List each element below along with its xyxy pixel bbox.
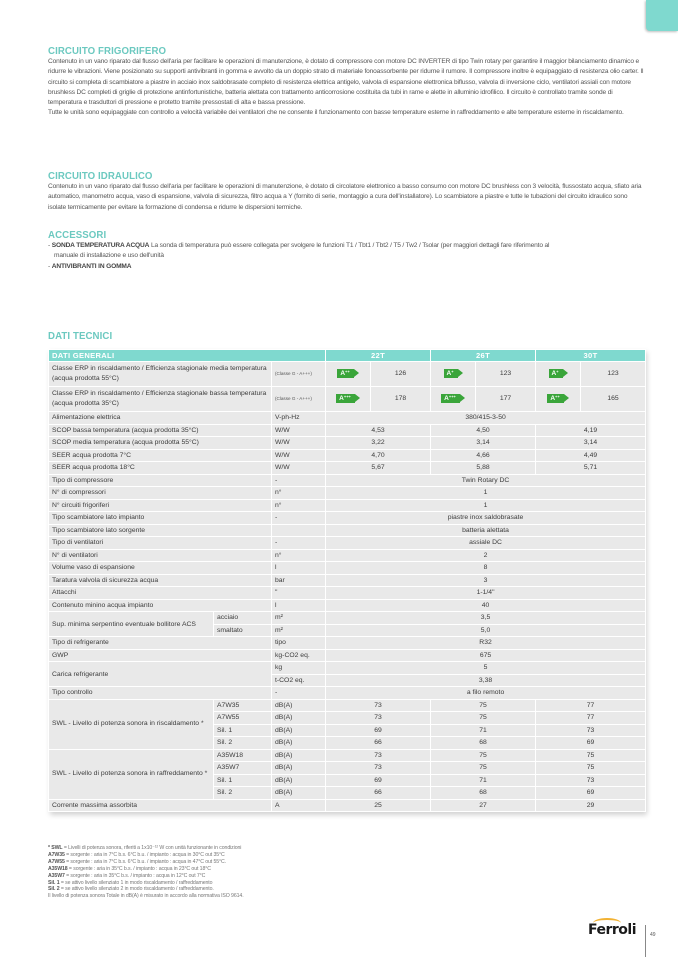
row-unit: - [272, 474, 326, 487]
accessory-name: ANTIVIBRANTI IN GOMMA [51, 262, 132, 270]
row-unit: dB(A) [272, 712, 326, 725]
table-row [49, 412, 646, 425]
accessory-item: - SONDA TEMPERATURA ACQUA La sonda di temperatura può essere collegata per svolgere le funzioni T1 / Tbt1 / Tbt2 / T5 / Tw2 / Tsolar (per maggiori dettagli fare riferimento al [48, 242, 550, 249]
row-value: 3,38 [326, 674, 646, 687]
row-unit: kg-CO2 eq. [272, 649, 326, 662]
energy-class-plus: + [556, 369, 559, 374]
row-value: 77 [536, 699, 646, 712]
row-label: Contenuto minino acqua impianto [49, 599, 272, 612]
row-unit: kg [272, 662, 326, 675]
row-value: 25 [326, 799, 431, 812]
footnote-term: A35W18 [48, 865, 68, 872]
energy-class-badge [549, 369, 563, 378]
row-value: R32 [326, 637, 646, 650]
row-label: Tipo di refrigerante [49, 637, 272, 650]
row-unit: - [272, 687, 326, 700]
row-unit: (Classe G - A+++) [272, 387, 326, 412]
table-row [49, 649, 646, 662]
row-sublabel: Sil. 2 [214, 737, 272, 750]
table-row [49, 499, 646, 512]
energy-class-letter: A [550, 395, 556, 402]
seasonal-efficiency-value: 177 [476, 387, 536, 412]
row-label: GWP [49, 649, 272, 662]
row-value: 4,49 [536, 449, 646, 462]
brand-logo: Ferroli [588, 922, 637, 938]
row-value: 3,22 [326, 437, 431, 450]
row-value: 5,0 [326, 624, 646, 637]
row-label: SCOP media temperatura (acqua prodotta 55°C) [49, 437, 272, 450]
row-value: 4,50 [431, 424, 536, 437]
row-unit: W/W [272, 449, 326, 462]
table-row [49, 449, 646, 462]
footnote-line [48, 866, 244, 873]
row-unit: (Classe G - A+++) [272, 362, 326, 387]
row-value: 4,19 [536, 424, 646, 437]
row-unit: W/W [272, 437, 326, 450]
row-sublabel: A7W35 [214, 699, 272, 712]
seasonal-efficiency-value: 165 [581, 387, 646, 412]
table-row-erp [49, 387, 646, 412]
row-value: 29 [536, 799, 646, 812]
energy-class-letter: A [444, 395, 449, 402]
row-label: Classe ERP in riscaldamento / Efficienza stagionale media temperatura (acqua prodotta 55°C) [49, 362, 272, 387]
table-row [49, 462, 646, 475]
row-sublabel: A35W18 [214, 749, 272, 762]
section-accessori [48, 229, 549, 272]
footnote-line [48, 893, 244, 900]
footnote-term: Sil. 2 [48, 886, 60, 893]
header-model-26t: 26T [431, 350, 536, 362]
row-label: Tipo controllo [49, 687, 272, 700]
row-value: 3,14 [431, 437, 536, 450]
row-value: 69 [326, 724, 431, 737]
energy-class-letter: A [339, 395, 344, 402]
footnote-text: = sorgente : aria in 7°C b.s. 6°C b.u. / impianto : acqua in 30°C out 35°C [64, 851, 225, 858]
table-row-erp [49, 362, 646, 387]
footnote-text: Il livello di potenza sonora Totale in dB(A) è misurato in accordo alla normativa ISO 9614. [48, 893, 244, 900]
row-value: assiale DC [326, 537, 646, 550]
energy-class-badge [337, 369, 353, 378]
section-title: CIRCUITO FRIGORIFERO [48, 45, 167, 57]
section-circuito-frigorifero [48, 45, 646, 119]
row-unit: A [272, 799, 326, 812]
table-row [49, 437, 646, 450]
table-row [49, 612, 646, 625]
row-value: 75 [431, 749, 536, 762]
row-value: 68 [431, 787, 536, 800]
row-value: 380/415-3-50 [326, 412, 646, 425]
row-label: Volume vaso di espansione [49, 562, 272, 575]
row-value: 73 [536, 774, 646, 787]
row-value: 4,66 [431, 449, 536, 462]
row-label: SCOP bassa temperatura (acqua prodotta 35°C) [49, 424, 272, 437]
row-sublabel: Sil. 1 [214, 724, 272, 737]
row-unit: n° [272, 487, 326, 500]
row-sublabel: smaltato [214, 624, 272, 637]
row-unit: l [272, 562, 326, 575]
row-label: Carica refrigerante [49, 662, 272, 687]
seasonal-efficiency-value: 178 [371, 387, 431, 412]
row-sublabel: A7W55 [214, 712, 272, 725]
row-unit: dB(A) [272, 787, 326, 800]
row-unit: dB(A) [272, 737, 326, 750]
row-value: 75 [536, 762, 646, 775]
table-row [49, 799, 646, 812]
footnote-text: = Livelli di potenza sonora, riferiti a 1x10⁻¹² W con unità funzionante in condizioni [62, 845, 242, 851]
energy-class-cell [326, 387, 371, 412]
table-row [49, 524, 646, 537]
row-label: Corrente massima assorbita [49, 799, 272, 812]
row-value: 71 [431, 774, 536, 787]
row-value: 73 [326, 712, 431, 725]
row-value: 75 [536, 749, 646, 762]
row-value: 3,14 [536, 437, 646, 450]
row-unit: t-CO2 eq. [272, 674, 326, 687]
row-unit: dB(A) [272, 699, 326, 712]
footnote-line [48, 873, 244, 880]
row-value: 5 [326, 662, 646, 675]
table-row [49, 587, 646, 600]
footnote-line [48, 852, 244, 859]
row-value: 75 [431, 699, 536, 712]
row-value: 73 [536, 724, 646, 737]
row-unit: - [272, 512, 326, 525]
footnote-term: A35W7 [48, 872, 65, 879]
table-header-row [49, 350, 646, 362]
energy-class-badge [336, 394, 355, 403]
row-value: 73 [326, 762, 431, 775]
seasonal-efficiency-value: 123 [476, 362, 536, 387]
energy-class-letter: A [551, 370, 557, 377]
energy-class-plus: + [451, 369, 454, 374]
row-label: Attacchi [49, 587, 272, 600]
table-row [49, 512, 646, 525]
footnote-line [48, 886, 244, 893]
row-value: 75 [431, 712, 536, 725]
table-row [49, 637, 646, 650]
energy-class-cell [536, 362, 581, 387]
footnote-text: = se attivo livello silenziato 2 in modo riscaldamento / raffreddamento. [59, 886, 214, 893]
row-label: Sup. minima serpentino eventuale bollitore ACS [49, 612, 214, 637]
row-unit: dB(A) [272, 762, 326, 775]
row-value: 5,67 [326, 462, 431, 475]
row-label: SEER acqua prodotta 18°C [49, 462, 272, 475]
row-value: 8 [326, 562, 646, 575]
row-unit: m² [272, 624, 326, 637]
accessory-item: - ANTIVIBRANTI IN GOMMA [48, 262, 132, 270]
row-label: N° circuiti frigoriferi [49, 499, 272, 512]
row-value: 4,53 [326, 424, 431, 437]
section-paragraph: Tutte le unità sono equipaggiate con controllo a velocità variabile dei ventilatori che ne consente il funzionamento con basse temperature esterne in raffreddamento e alte temperature esterne in riscaldamento. [48, 109, 624, 117]
row-unit: n° [272, 499, 326, 512]
row-value: 4,70 [326, 449, 431, 462]
table-row-swl [49, 749, 646, 762]
row-label: N° di compressori [49, 487, 272, 500]
row-label: Tipo di compressore [49, 474, 272, 487]
row-value: 5,71 [536, 462, 646, 475]
table-row [49, 424, 646, 437]
row-label: SWL - Livello di potenza sonora in riscaldamento * [49, 699, 214, 749]
page-divider [645, 925, 646, 957]
row-unit: n° [272, 549, 326, 562]
row-value: 73 [326, 699, 431, 712]
row-value: 5,88 [431, 462, 536, 475]
seasonal-efficiency-value: 126 [371, 362, 431, 387]
footnote-text: = sorgente : aria in 35°C b.s. / impianto : acqua in 12°C out 7°C [64, 872, 206, 879]
row-value: a filo remoto [326, 687, 646, 700]
row-label: Alimentazione elettrica [49, 412, 272, 425]
row-value: 40 [326, 599, 646, 612]
row-unit: l [272, 599, 326, 612]
row-value: 675 [326, 649, 646, 662]
page-number: 49 [650, 932, 656, 938]
energy-class-plus: ++ [555, 394, 560, 399]
accessory-description-cont: manuale di installazione e uso dell'unità [54, 252, 164, 260]
energy-class-badge [444, 369, 458, 378]
accessory-description: La sonda di temperatura può essere collegata per svolgere le funzioni T1 / Tbt1 / Tbt2 / T5 / Tw2 / Tsolar (per maggiori dettagli fare riferimento al [149, 242, 550, 249]
row-unit: m² [272, 612, 326, 625]
table-row [49, 487, 646, 500]
table-row [49, 662, 646, 675]
row-unit: W/W [272, 462, 326, 475]
row-sublabel: Sil. 1 [214, 774, 272, 787]
row-sublabel: A35W7 [214, 762, 272, 775]
energy-class-letter: A [446, 370, 452, 377]
footnote-line [48, 859, 244, 866]
footnote-text: = sorgente : aria in 7°C b.s. 6°C b.u. / impianto : acqua in 47°C out 55°C. [64, 858, 226, 865]
header-label: DATI GENERALI [49, 350, 326, 362]
table-row [49, 474, 646, 487]
row-sublabel: acciaio [214, 612, 272, 625]
row-label: Tipo scambiatore lato impianto [49, 512, 272, 525]
row-value: 3,5 [326, 612, 646, 625]
row-unit: bar [272, 574, 326, 587]
row-value: 69 [326, 774, 431, 787]
row-label: Classe ERP in riscaldamento / Efficienza stagionale bassa temperatura (acqua prodotta 35°C) [49, 387, 272, 412]
row-value: 75 [431, 762, 536, 775]
row-unit: - [272, 537, 326, 550]
row-value: 77 [536, 712, 646, 725]
row-label: Tipo di ventilatori [49, 537, 272, 550]
footnote-term: A7W55 [48, 858, 65, 865]
footnote-term: Sil. 1 [48, 879, 60, 886]
row-label: N° di ventilatori [49, 549, 272, 562]
row-value: 66 [326, 737, 431, 750]
energy-class-cell [326, 362, 371, 387]
energy-class-badge [547, 394, 563, 403]
footnote-text: = sorgente : aria in 35°C b.s. / impianto : acqua in 23°C out 18°C [67, 865, 211, 872]
row-label: Tipo scambiatore lato sorgente [49, 524, 272, 537]
row-unit: dB(A) [272, 774, 326, 787]
table-row [49, 537, 646, 550]
energy-class-plus: ++ [345, 369, 350, 374]
page-tab-marker [646, 0, 678, 31]
accessory-name: SONDA TEMPERATURA ACQUA [51, 242, 150, 249]
footnote-line [48, 880, 244, 887]
row-value: 66 [326, 787, 431, 800]
footnote-text: = se attivo livello silenziato 1 in modo riscaldamento / raffreddamento [59, 879, 213, 886]
row-value: 3 [326, 574, 646, 587]
row-unit [272, 524, 326, 537]
row-label: SEER acqua prodotta 7°C [49, 449, 272, 462]
header-model-22t: 22T [326, 350, 431, 362]
row-unit: dB(A) [272, 724, 326, 737]
row-value: 1-1/4" [326, 587, 646, 600]
row-unit: " [272, 587, 326, 600]
row-unit: tipo [272, 637, 326, 650]
section-title: ACCESSORI [48, 229, 107, 241]
row-label: SWL - Livello di potenza sonora in raffreddamento * [49, 749, 214, 799]
footnotes [48, 845, 244, 900]
row-value: 73 [326, 749, 431, 762]
table-row [49, 599, 646, 612]
energy-class-letter: A [340, 370, 346, 377]
row-value: Twin Rotary DC [326, 474, 646, 487]
row-value: 1 [326, 487, 646, 500]
table-row [49, 562, 646, 575]
table-row [49, 687, 646, 700]
row-value: 69 [536, 787, 646, 800]
row-value: piastre inox saldobrasate [326, 512, 646, 525]
energy-class-plus: +++ [343, 394, 351, 399]
row-value: 1 [326, 499, 646, 512]
row-unit: V-ph-Hz [272, 412, 326, 425]
section-paragraph: Contenuto in un vano riparato dal flusso dell'aria per facilitare le operazioni di manutenzione, è dotato di circolatore elettronico a basso consumo con motore DC brushless con 3 velocità, flussostato acqua, sfiato aria automatico, manometro acqua, vaso di espansione, valvola di sicurezza, filtro acqua a Y (fornito di serie, montaggio a cura dell'installatore). Lo scambiatore a piastre e tutte le tubazioni del circuito idraulico sono isolate termicamente per evitare la formazione di condensa e ridurre le dispersioni termiche. [48, 183, 642, 211]
table-row [49, 549, 646, 562]
row-value: 27 [431, 799, 536, 812]
energy-class-cell [431, 362, 476, 387]
row-label: Taratura valvola di sicurezza acqua [49, 574, 272, 587]
section-circuito-idraulico [48, 170, 646, 213]
seasonal-efficiency-value: 123 [581, 362, 646, 387]
energy-class-cell [536, 387, 581, 412]
footnote-line [48, 845, 244, 852]
dati-tecnici-title: DATI TECNICI [48, 330, 113, 342]
row-unit: dB(A) [272, 749, 326, 762]
footnote-term: A7W35 [48, 851, 65, 858]
table-row-swl [49, 699, 646, 712]
energy-class-cell [431, 387, 476, 412]
row-value: 2 [326, 549, 646, 562]
section-paragraph: Contenuto in un vano riparato dal flusso dell'aria per facilitare le operazioni di manutenzione, è dotato di compressore con motore DC INVERTER di tipo Twin rotary per garantire il maggior bilanciamento dinamico e ridurre le vibrazioni. Viene posizionato su supporti antivibranti in gomma e avvolto da un doppio strato di materiale fonoassorbente per ridurne il rumore. Il compressore inoltre è equipaggiato di resistenza olio carter. Il circuito si completa di scambiatore a piastre in acciaio inox saldobrasate completo di resistenza elettrica antigelo, valvola di espansione elettronica biflusso, valvola di inversione ciclo, ventilatori assiali con motore brushless DC completi di griglie di protezione antinfortunistiche, batteria alettata con trattamento anticorrosione costituita da tubi in rame e alette in alluminio idrofilico. Il circuito è controllato tramite sonde di temperatura e trasduttori di pressione e protetto tramite pressostati di alta e bassa pressione. [48, 58, 644, 107]
energy-class-plus: +++ [448, 394, 456, 399]
header-model-30t: 30T [536, 350, 646, 362]
row-unit: W/W [272, 424, 326, 437]
technical-data-table [48, 349, 645, 812]
row-sublabel: Sil. 2 [214, 787, 272, 800]
row-value: batteria alettata [326, 524, 646, 537]
energy-class-badge [441, 394, 460, 403]
section-title: CIRCUITO IDRAULICO [48, 170, 153, 182]
row-value: 71 [431, 724, 536, 737]
row-value: 69 [536, 737, 646, 750]
row-value: 68 [431, 737, 536, 750]
table-row [49, 574, 646, 587]
footnote-term: * SWL [48, 845, 63, 851]
